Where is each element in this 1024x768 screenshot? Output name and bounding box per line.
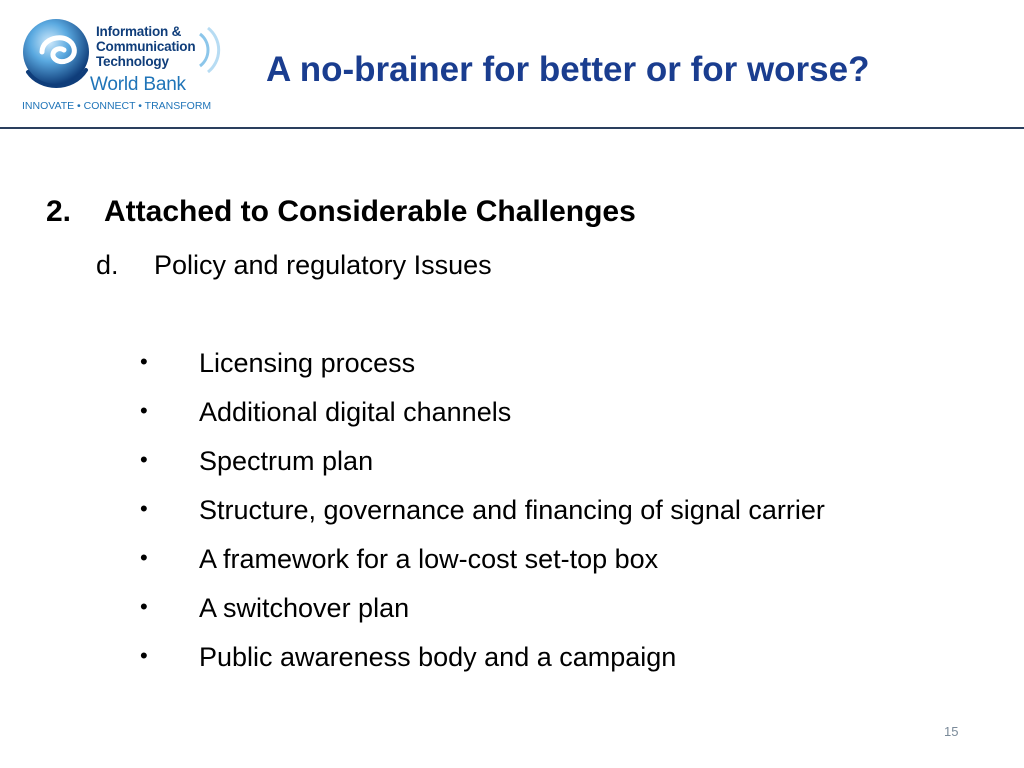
bullet-item <box>140 442 825 491</box>
bullet-text: Additional digital channels <box>199 397 512 427</box>
logo-line-3: Technology <box>96 54 169 69</box>
bullet-text: Structure, governance and financing of signal carrier <box>199 495 825 525</box>
bullet-item <box>140 491 825 540</box>
globe-swirl-icon <box>20 14 100 94</box>
sub-heading-letter: d. <box>96 250 119 280</box>
bullet-dot-icon: • <box>140 496 148 521</box>
logo-line-1: Information & <box>96 24 182 39</box>
signal-arcs-icon <box>190 20 250 80</box>
title-divider <box>0 127 1024 129</box>
bullet-dot-icon: • <box>140 447 148 472</box>
section-heading <box>46 195 636 229</box>
bullet-text: A framework for a low-cost set-top box <box>199 544 659 574</box>
logo-line-2: Communication <box>96 39 196 54</box>
bullet-dot-icon: • <box>140 643 148 668</box>
bullet-text: Licensing process <box>199 348 416 378</box>
bullet-text: Spectrum plan <box>199 446 374 476</box>
bullet-dot-icon: • <box>140 349 148 374</box>
logo-tagline: INNOVATE • CONNECT • TRANSFORM <box>22 100 212 112</box>
page-number: 15 <box>944 724 959 739</box>
slide-title: A no-brainer for better or for worse? <box>266 50 870 89</box>
bullet-dot-icon: • <box>140 398 148 423</box>
bullet-item <box>140 589 825 638</box>
bullet-text: A switchover plan <box>199 593 410 623</box>
bullet-item <box>140 344 825 393</box>
bullet-dot-icon: • <box>140 594 148 619</box>
section-heading-text: Attached to Considerable Challenges <box>104 195 636 228</box>
bullet-list <box>140 344 825 687</box>
sub-heading-text: Policy and regulatory Issues <box>154 250 492 280</box>
bullet-item <box>140 638 825 687</box>
sub-heading <box>96 250 492 281</box>
world-bank-ict-logo <box>20 14 240 118</box>
bullet-dot-icon: • <box>140 545 148 570</box>
logo-org-name: World Bank <box>90 74 186 95</box>
bullet-item <box>140 540 825 589</box>
section-number: 2. <box>46 195 72 228</box>
bullet-text: Public awareness body and a campaign <box>199 642 677 672</box>
bullet-item <box>140 393 825 442</box>
